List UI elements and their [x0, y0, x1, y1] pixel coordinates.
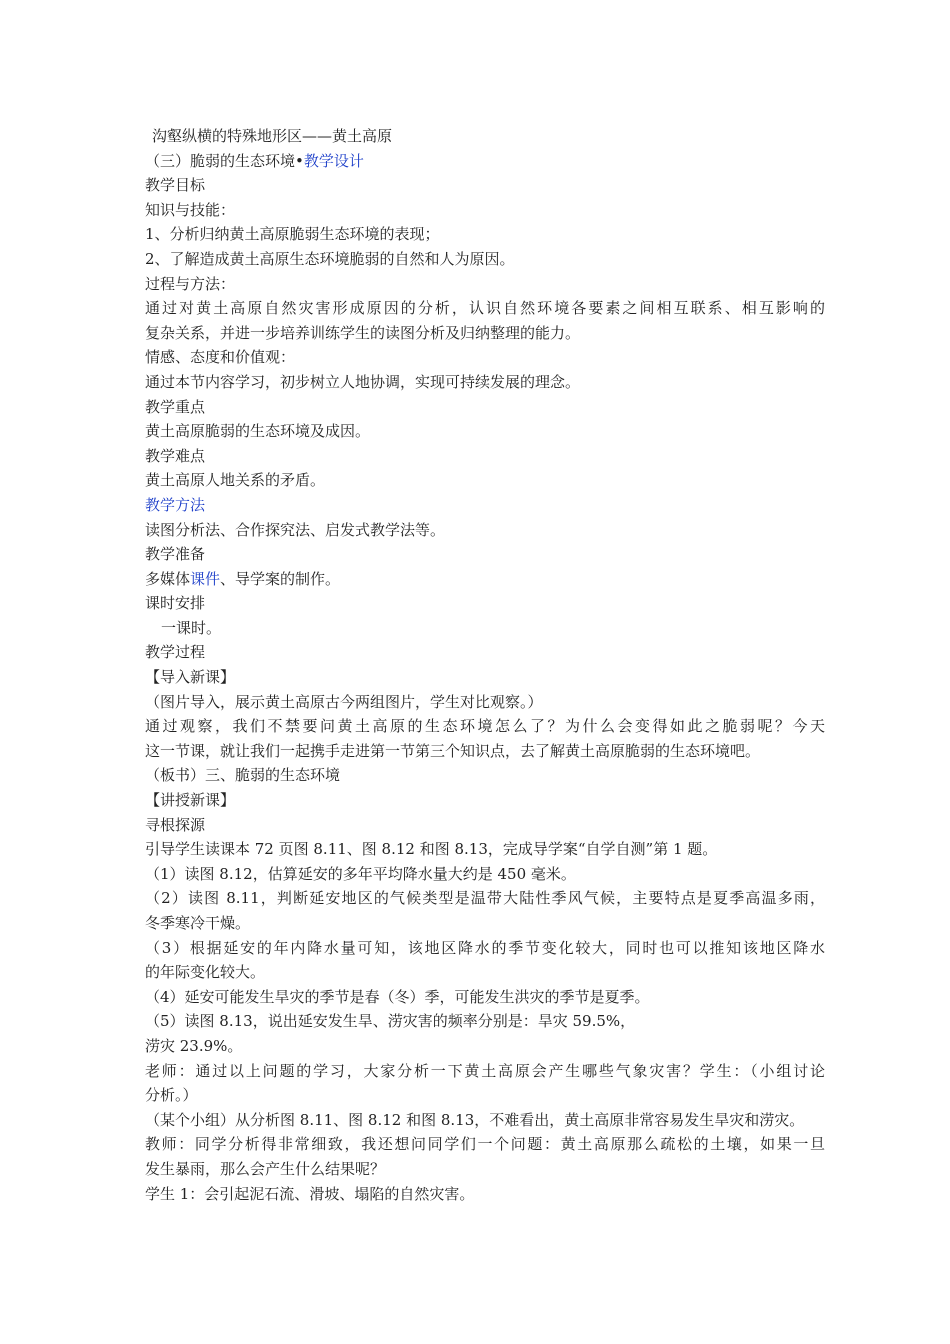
- text-line: 黄土高原脆弱的生态环境及成因。: [145, 422, 371, 441]
- text-line: 分析。）: [145, 1086, 198, 1105]
- heading-process: 教学过程: [145, 643, 206, 662]
- text-line: 1、分析归纳黄土高原脆弱生态环境的表现；: [145, 225, 440, 244]
- text-line: （5）读图 8.13，说出延安发生旱、涝灾害的频率分别是：旱灾 59.5%，: [145, 1012, 636, 1031]
- text-line: 通过观察，我们不禁要问黄土高原的生态环境怎么了？为什么会变得如此之脆弱呢？今天: [145, 717, 825, 736]
- text-line: 读图分析法、合作探究法、启发式教学法等。: [145, 520, 446, 539]
- subheading-attitude: 情感、态度和价值观：: [145, 348, 296, 367]
- document-body: [145, 124, 825, 1206]
- doc-subtitle: [145, 149, 825, 174]
- text-line: 发生暴雨，那么会产生什么结果呢？: [145, 1159, 386, 1178]
- subheading-explore: 寻根探源: [145, 815, 206, 834]
- text-line: （板书）三、脆弱的生态环境: [145, 766, 341, 785]
- text-line: （1）读图 8.12，估算延安的多年平均降水量大约是 450 毫米。: [145, 864, 576, 883]
- heading-methods: [145, 493, 825, 518]
- courseware-link[interactable]: 课件: [190, 569, 221, 588]
- text-line: 黄土高原人地关系的矛盾。: [145, 471, 326, 490]
- teaching-methods-link[interactable]: 教学方法: [145, 495, 206, 514]
- subheading-knowledge: 知识与技能：: [145, 200, 236, 219]
- multimedia-text: 多媒体: [145, 569, 191, 588]
- text-line: 通过本节内容学习，初步树立人地协调，实现可持续发展的理念。: [145, 372, 581, 391]
- heading-difficulties: 教学难点: [145, 446, 206, 465]
- heading-goals: 教学目标: [145, 176, 206, 195]
- section-new-lesson: 【讲授新课】: [145, 791, 236, 810]
- text-line: 2、了解造成黄土高原生态环境脆弱的自然和人为原因。: [145, 249, 515, 268]
- text-line: 引导学生读课本 72 页图 8.11、图 8.12 和图 8.13，完成导学案“自学自测”第 1 题。: [145, 840, 718, 859]
- text-line: （图片导入，展示黄土高原古今两组图片，学生对比观察。）: [145, 692, 543, 711]
- text-line: 老师：通过以上问题的学习，大家分析一下黄土高原会产生哪些气象灾害？学生：（小组讨论: [145, 1061, 825, 1080]
- text-line: [145, 567, 825, 592]
- text-line: 一课时。: [161, 618, 222, 637]
- subheading-process: 过程与方法：: [145, 274, 236, 293]
- text-line: （4）延安可能发生旱灾的季节是春（冬）季，可能发生洪灾的季节是夏季。: [145, 987, 650, 1006]
- text-line: （3）根据延安的年内降水量可知，该地区降水的季节变化较大，同时也可以推知该地区降水: [145, 938, 825, 957]
- text-line: 的年际变化较大。: [145, 963, 266, 982]
- text-line: 学生 1：会引起泥石流、滑坡、塌陷的自然灾害。: [145, 1184, 475, 1203]
- heading-key-points: 教学重点: [145, 397, 206, 416]
- doc-title: 沟壑纵横的特殊地形区——黄土高原: [152, 127, 393, 145]
- text-line: 通过对黄土高原自然灾害形成原因的分析，认识自然环境各要素之间相互联系、相互影响的: [145, 299, 825, 318]
- text-line: 冬季寒冷干燥。: [145, 914, 251, 932]
- text-line: 这一节课，就让我们一起携手走进第一节第三个知识点，去了解黄土高原脆弱的生态环境吧。: [145, 741, 761, 760]
- text-line: 教师：同学分析得非常细致，我还想问同学们一个问题：黄土高原那么疏松的土壤，如果一旦: [145, 1135, 825, 1154]
- text-line: （2）读图 8.11，判断延安地区的气候类型是温带大陆性季风气候，主要特点是夏季高温多雨，: [145, 889, 825, 908]
- section-intro: 【导入新课】: [145, 668, 236, 687]
- text-line: 涝灾 23.9%。: [145, 1036, 243, 1055]
- teaching-design-link[interactable]: 教学设计: [303, 151, 364, 170]
- text-line: （某个小组）从分析图 8.11、图 8.12 和图 8.13，不难看出，黄土高原非常容易发生旱灾和涝灾。: [145, 1110, 805, 1129]
- text-line: 复杂关系，并进一步培养训练学生的读图分析及归纳整理的能力。: [145, 323, 581, 342]
- heading-schedule: 课时安排: [145, 594, 206, 613]
- heading-preparation: 教学准备: [145, 545, 206, 564]
- preparation-rest-text: 、导学案的制作。: [220, 569, 341, 588]
- subtitle-text: （三）脆弱的生态环境•: [145, 151, 304, 170]
